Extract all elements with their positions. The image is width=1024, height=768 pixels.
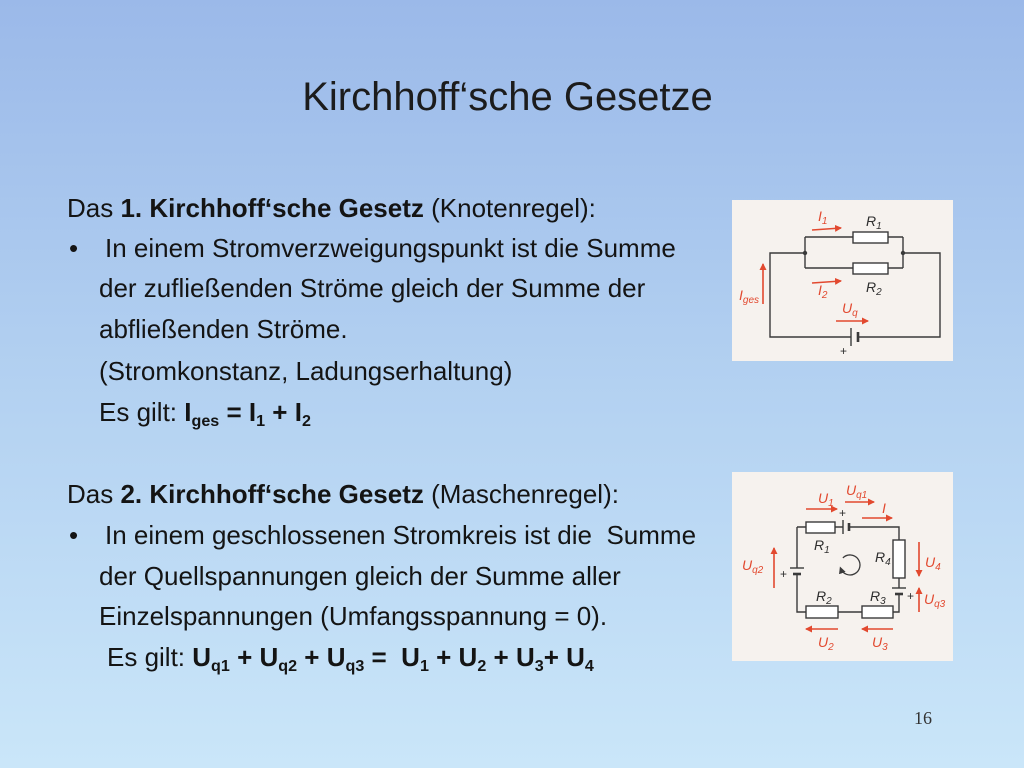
law1-heading-suffix: (Knotenregel): xyxy=(423,193,596,223)
label-subscript: 3 xyxy=(882,642,888,653)
law2-bullet: • xyxy=(69,520,79,550)
label-u1 xyxy=(818,490,834,509)
law2-text-line: Einzelspannungen (Umfangsspannung = 0). xyxy=(99,601,608,631)
label-r1 xyxy=(814,537,830,556)
law2-heading-suffix: (Maschenregel): xyxy=(423,479,619,509)
junction-node-left xyxy=(803,251,807,255)
law2-text-line: In einem geschlossenen Stromkreis ist die Summe xyxy=(105,520,697,550)
resistor-r2-symbol xyxy=(853,263,888,274)
label-main: U xyxy=(846,482,857,498)
label-subscript: q xyxy=(852,308,858,319)
maschenregel-circuit-diagram xyxy=(732,472,953,661)
law1-bullet: • xyxy=(69,233,79,263)
formula-subscript: 1 xyxy=(419,657,429,676)
label-main: U xyxy=(925,554,936,570)
label-main: I xyxy=(818,282,822,298)
formula-subscript: q2 xyxy=(278,657,298,676)
label-main: I xyxy=(818,208,822,224)
label-main: U xyxy=(872,634,883,650)
formula-expression xyxy=(192,642,594,676)
law2-heading-prefix: Das xyxy=(67,479,121,509)
formula-term: + I xyxy=(265,397,302,427)
formula-subscript: q3 xyxy=(345,657,365,676)
label-main: R xyxy=(870,588,881,604)
label-r2 xyxy=(866,279,882,298)
formula-subscript: 4 xyxy=(584,657,594,676)
law1-heading xyxy=(67,188,596,228)
label-u2 xyxy=(818,634,834,653)
law2-text-line: der Quellspannungen gleich der Summe aller xyxy=(99,561,621,591)
label-subscript: 1 xyxy=(828,498,834,509)
resistor-r2-symbol xyxy=(806,606,838,618)
label-r1 xyxy=(866,213,882,232)
law1-heading-bold: 1. Kirchhoff‘sche Gesetz xyxy=(120,193,424,223)
formula-term: = U xyxy=(364,642,420,672)
label-subscript: 4 xyxy=(885,557,891,568)
formula-subscript: 2 xyxy=(301,412,311,431)
formula-lead: Es gilt: xyxy=(99,397,185,427)
label-main: R xyxy=(816,588,827,604)
label-r3 xyxy=(870,588,886,607)
resistor-r4-symbol xyxy=(893,540,905,578)
label-uq1 xyxy=(846,482,867,501)
label-r4 xyxy=(875,549,891,568)
label-main: R xyxy=(866,279,877,295)
label-i: I xyxy=(882,500,886,516)
law2-heading xyxy=(67,474,619,514)
plus-sign: + xyxy=(839,506,847,520)
page-number: 16 xyxy=(914,708,932,728)
formula-subscript: q1 xyxy=(211,657,230,676)
label-subscript: 2 xyxy=(826,596,832,607)
label-subscript: q3 xyxy=(934,599,946,610)
formula-term: + U xyxy=(229,642,279,672)
law1-text-line: In einem Stromverzweigungspunkt ist die Summe xyxy=(105,233,676,263)
law1-text-line: (Stromkonstanz, Ladungserhaltung) xyxy=(99,356,513,386)
label-i1 xyxy=(818,208,827,227)
label-main: U xyxy=(924,591,935,607)
formula-subscript: 2 xyxy=(477,657,487,676)
label-subscript: q1 xyxy=(856,490,868,501)
label-main: U xyxy=(842,300,853,316)
label-subscript: q2 xyxy=(752,565,764,576)
formula-term: = I xyxy=(219,397,257,427)
current-arrow-i1 xyxy=(812,228,841,230)
label-subscript: 2 xyxy=(821,290,828,301)
law1-formula xyxy=(99,392,311,436)
label-subscript: 2 xyxy=(828,642,834,653)
label-main: U xyxy=(818,634,829,650)
formula-subscript: 1 xyxy=(256,412,266,431)
resistor-r3-symbol xyxy=(862,606,893,618)
formula-term: + U xyxy=(297,642,346,672)
formula-subscript: ges xyxy=(191,412,220,431)
law1-text-line: der zufließenden Ströme gleich der Summe der xyxy=(99,273,646,303)
label-subscript: ges xyxy=(742,295,760,306)
formula-term: + U xyxy=(543,642,585,672)
plus-sign: + xyxy=(780,567,788,581)
resistor-r1-symbol xyxy=(806,522,835,533)
formula-lead: Es gilt: xyxy=(107,642,193,672)
law2-heading-bold: 2. Kirchhoff‘sche Gesetz xyxy=(120,479,424,509)
plus-sign: + xyxy=(840,344,848,358)
label-subscript: 3 xyxy=(880,596,886,607)
label-uq2 xyxy=(742,557,764,576)
label-uq3 xyxy=(924,591,946,610)
label-i2 xyxy=(818,282,828,301)
plus-sign: + xyxy=(907,589,915,603)
formula-subscript: 3 xyxy=(534,657,544,676)
label-main: U xyxy=(742,557,753,573)
label-uq xyxy=(842,300,858,319)
label-subscript: 2 xyxy=(876,287,882,298)
label-u3 xyxy=(872,634,888,653)
formula-term: + U xyxy=(428,642,478,672)
resistor-r1-symbol xyxy=(853,232,888,243)
label-subscript: 1 xyxy=(824,545,830,556)
law2-formula xyxy=(107,637,594,681)
junction-node-right xyxy=(901,251,905,255)
law1-text-line: abfließenden Ströme. xyxy=(99,314,348,344)
knotenregel-circuit-svg xyxy=(732,200,953,361)
label-main: R xyxy=(814,537,825,553)
formula-term: I xyxy=(184,397,192,427)
maschenregel-circuit-svg xyxy=(732,472,953,661)
label-iges xyxy=(739,287,759,306)
label-main: R xyxy=(875,549,886,565)
label-main: R xyxy=(866,213,877,229)
label-subscript: 1 xyxy=(876,221,882,232)
label-subscript: 4 xyxy=(935,562,941,573)
label-main: U xyxy=(818,490,829,506)
formula-term: + U xyxy=(486,642,535,672)
knotenregel-circuit-diagram xyxy=(732,200,953,361)
label-u4 xyxy=(925,554,941,573)
formula-expression xyxy=(184,397,311,431)
label-r2 xyxy=(816,588,832,607)
label-main: I xyxy=(739,287,743,303)
label-subscript: 1 xyxy=(821,216,828,227)
law1-heading-prefix: Das xyxy=(67,193,121,223)
formula-term: U xyxy=(192,642,212,672)
slide-title: Kirchhoff‘sche Gesetze xyxy=(302,75,713,119)
current-arrow-i2 xyxy=(812,281,841,283)
circuit-wires xyxy=(770,237,940,337)
mesh-direction-arrow xyxy=(841,555,860,575)
